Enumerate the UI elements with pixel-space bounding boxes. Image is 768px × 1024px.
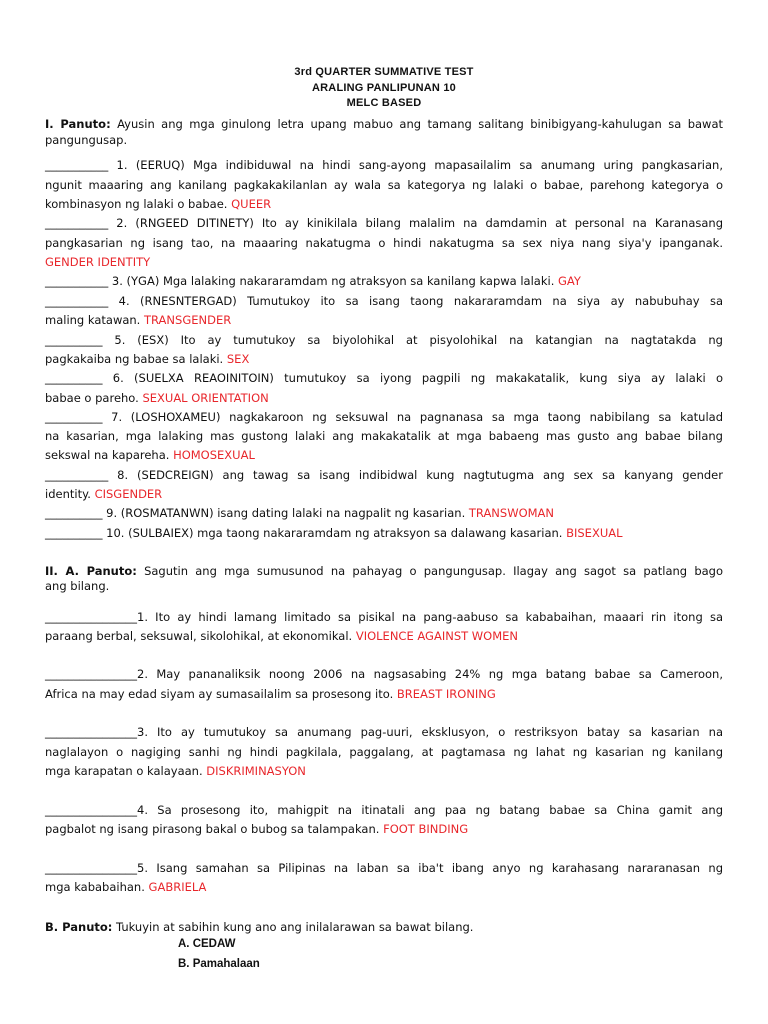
answer-queer: QUEER: [231, 197, 272, 211]
answer-gender-identity: GENDER IDENTITY: [45, 255, 151, 269]
part1-heading: I. Panuto:: [45, 117, 111, 131]
item-2-line1: ___________ 2. (RNGEED DITINETY) Ito ay kinikilala bilang malalim na damdamin at personal na Karanasang: [45, 216, 723, 230]
melc-title: MELC BASED: [346, 97, 422, 109]
part2b-instruction: B. Panuto: Tukuyin at sabihin kung ano ang inilalarawan sa bawat bilang.: [45, 920, 474, 934]
item-6-line1: __________ 6. (SUELXA REAOINITOIN) tumutukoy sa iyong pagpili ng makakatalik, kung siya ay lalaki o: [45, 371, 723, 385]
q4-line1: ________________4. Sa prosesong ito, mahigpit na itinatali ang paa ng batang babae sa China gamit ang: [45, 803, 723, 817]
item-7-line3: sekswal na kapareha. HOMOSEXUAL: [45, 448, 255, 462]
item-6-line2: babae o pareho. SEXUAL ORIENTATION: [45, 391, 269, 405]
answer-foot-binding: FOOT BINDING: [383, 822, 469, 836]
item-5-line2: pagkakaiba ng babae sa lalaki. SEX: [45, 352, 250, 366]
test-title: 3rd QUARTER SUMMATIVE TEST: [294, 66, 474, 78]
answer-homosexual: HOMOSEXUAL: [173, 448, 255, 462]
subject-title: ARALING PANLIPUNAN 10: [312, 82, 456, 94]
part1-instruction: I. Panuto: Ayusin ang mga ginulong letra upang mabuo ang tamang salitang binibigyang-kahulugan sa bawat: [45, 117, 724, 131]
choice-b: B. Pamahalaan: [178, 958, 260, 970]
item-10-line1: __________ 10. (SULBAIEX) mga taong nakararamdam ng atraksyon sa dalawang kasarian. BISEXUAL: [45, 526, 623, 540]
item-2-answer: [45, 254, 723, 270]
item-1-line1: ___________ 1. (EERUQ) Mga indibiduwal na hindi sang-ayong mapasailalim sa anumang uring pangkasarian,: [45, 158, 723, 172]
answer-transwoman: TRANSWOMAN: [468, 506, 555, 520]
q2-line1: ________________2. May pananaliksik noong 2006 na nagsasabing 24% ng mga batang babae sa Cameroon,: [45, 667, 723, 681]
choice-a: A. CEDAW: [178, 938, 236, 950]
item-3-line1: ___________ 3. (YGA) Mga lalaking nakararamdam ng atraksyon sa kanilang kapwa lalaki. GAY: [45, 274, 581, 288]
q2-line2: Africa na may edad siyam ay sumasailalim sa prosesong ito. BREAST IRONING: [45, 687, 496, 701]
item-1-line3: kombinasyon ng lalaki o babae. QUEER: [45, 197, 272, 211]
item-4-line2: maling katawan. TRANSGENDER: [45, 313, 232, 327]
answer-sex: SEX: [226, 352, 250, 366]
item-8-line1: ___________ 8. (SEDCREIGN) ang tawag sa isang indibidwal kung nagtutugma ang sex sa kanyang gender: [45, 468, 723, 482]
item-1-line2: ngunit maaaring ang kanilang pagkakakilanlan ay wala sa kategorya ng lalaki o babae, parehong kategorya o: [45, 178, 723, 192]
q3-line3: mga karapatan o kalayaan. DISKRIMINASYON: [45, 764, 306, 778]
answer-gabriela: GABRIELA: [148, 880, 207, 894]
part2a-instruction: II. A. Panuto: Sagutin ang mga sumusunod na pahayag o pangungusap. Ilagay ang sagot sa patlang bago: [45, 564, 723, 578]
item-7-line1: __________ 7. (LOSHOXAMEU) nagkakaroon ng seksuwal na pagnanasa sa mga taong nabibilang sa katulad: [45, 410, 723, 424]
item-8-line2: identity. CISGENDER: [45, 487, 163, 501]
item-7-line2: na kasarian, mga lalaking mas gustong lalaki ang makakatalik at mga babaeng mas gusto ang babae bilang: [45, 429, 723, 443]
answer-bisexual: BISEXUAL: [566, 526, 623, 540]
item-4-line1: ___________ 4. (RNESNTERGAD) Tumutukoy ito sa isang taong nakararamdam na siya ay nabubuhay sa: [45, 294, 723, 308]
q3-line2: naglalayon o nagiging sanhi ng hindi pagkilala, paggalang, at pagtamasa ng lahat ng kasarian ng kanilang: [45, 745, 723, 759]
q4-line2: pagbalot ng isang pirasong bakal o bubog sa talampakan. FOOT BINDING: [45, 822, 469, 836]
q5-line1: ________________5. Isang samahan sa Pilipinas na laban sa iba't ibang anyo ng karahasang nararanasan ng: [45, 861, 723, 875]
answer-sexual-orientation: SEXUAL ORIENTATION: [142, 391, 269, 405]
q5-line2: mga kababaihan. GABRIELA: [45, 880, 207, 894]
q3-line1: ________________3. Ito ay tumutukoy sa anumang pag-uuri, eksklusyon, o restriksyon batay sa kasarian na: [45, 725, 723, 739]
item-9-line1: __________ 9. (ROSMATANWN) isang dating lalaki na nagpalit ng kasarian. TRANSWOMAN: [45, 506, 555, 520]
part2a-instruction-cont: ang bilang.: [45, 579, 110, 593]
part2b-heading: B. Panuto:: [45, 920, 113, 934]
item-5-line1: __________ 5. (ESX) Ito ay tumutukoy sa biyolohikal at pisyolohikal na katangian na nagtatakda ng: [45, 333, 723, 347]
q1-line2: paraang berbal, seksuwal, sikolohikal, at ekonomikal. VIOLENCE AGAINST WOMEN: [45, 629, 519, 643]
item-2-line2: pangkasarian ng isang tao, na maaaring nakatugma o hindi nakatugma sa sex niya nang siya'y ipanganak.: [45, 236, 723, 250]
part2a-heading: II. A. Panuto:: [45, 564, 137, 578]
part1-instruction-cont: pangungusap.: [45, 133, 128, 147]
answer-vaw: VIOLENCE AGAINST WOMEN: [355, 629, 519, 643]
answer-transgender: TRANSGENDER: [144, 313, 232, 327]
answer-diskriminasyon: DISKRIMINASYON: [206, 764, 306, 778]
answer-gay: GAY: [558, 274, 581, 288]
q1-line1: ________________1. Ito ay hindi lamang limitado sa pisikal na pang-aabuso sa kababaihan, maaari rin itong sa: [45, 610, 723, 624]
answer-cisgender: CISGENDER: [94, 487, 163, 501]
answer-breast-ironing: BREAST IRONING: [396, 687, 496, 701]
